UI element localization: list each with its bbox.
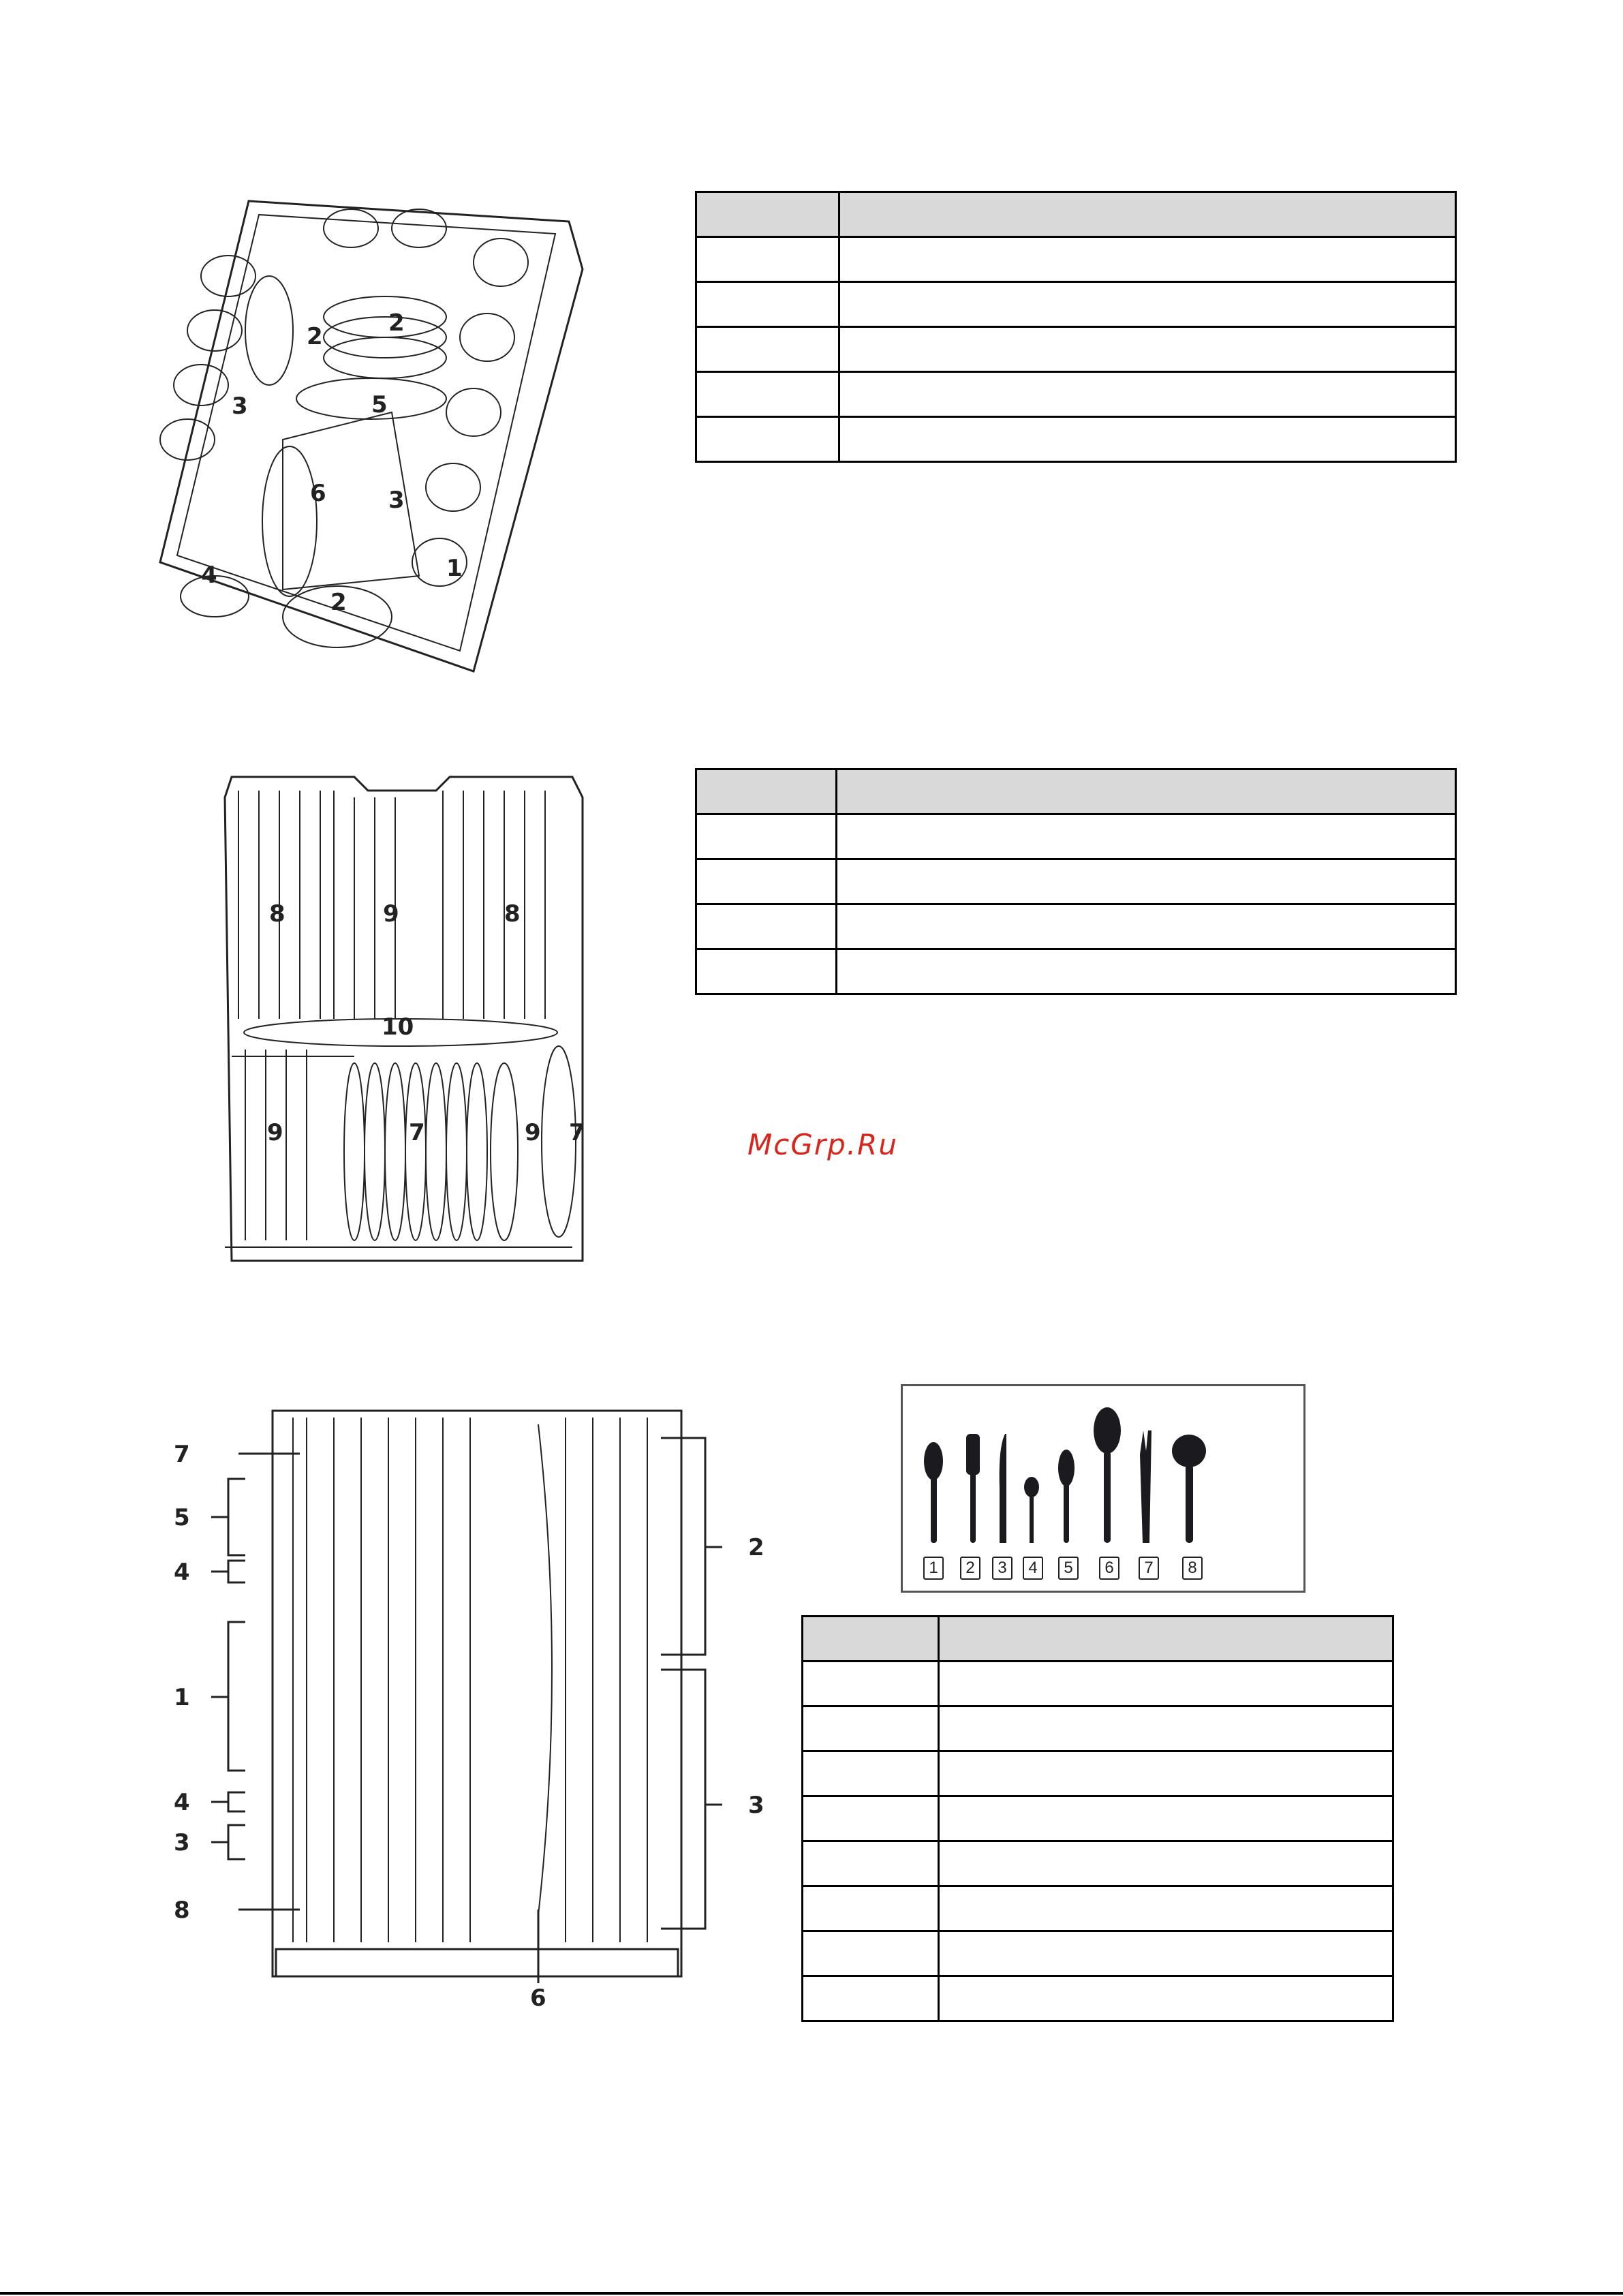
label-5: 5 (371, 391, 388, 418)
cell (939, 1931, 1393, 1976)
legend-number-4: 4 (1023, 1557, 1043, 1580)
cell (839, 417, 1456, 462)
cell (837, 904, 1456, 949)
upper-rack-illustration (146, 194, 623, 678)
label-7b: 7 (569, 1119, 585, 1146)
legend-number-3: 3 (992, 1557, 1013, 1580)
upper-rack-table (695, 191, 1457, 463)
legend-number-1: 1 (923, 1557, 944, 1580)
legend-number-8: 8 (1182, 1557, 1203, 1580)
legend-number-2: 2 (960, 1557, 980, 1580)
cutlery-legend (901, 1384, 1305, 1593)
label-2a: 2 (307, 323, 323, 350)
cell (696, 327, 839, 372)
serving-fork-icon (1140, 1430, 1151, 1543)
header-cell (939, 1617, 1393, 1662)
lower-rack-illustration (218, 770, 589, 1274)
cell (939, 1796, 1393, 1841)
dessert-spoon-icon (924, 1442, 943, 1543)
cell (696, 859, 837, 904)
label-9a: 9 (383, 900, 399, 928)
cell (803, 1796, 939, 1841)
knife-icon (1000, 1434, 1006, 1543)
label-3b: 3 (388, 487, 405, 514)
label-2b: 2 (388, 309, 405, 337)
header-cell (696, 192, 839, 237)
label-2c: 2 (330, 589, 347, 616)
label-9b: 9 (267, 1119, 283, 1146)
cell (803, 1886, 939, 1931)
cell (939, 1662, 1393, 1706)
cell (839, 372, 1456, 417)
legend-number-5: 5 (1058, 1557, 1079, 1580)
label-5: 5 (174, 1504, 190, 1531)
cutlery-table (801, 1615, 1394, 2022)
cell (939, 1706, 1393, 1751)
label-4b: 4 (174, 1789, 190, 1816)
header-cell (839, 192, 1456, 237)
page-bottom-rule (0, 2292, 1623, 2295)
legend-number-7: 7 (1139, 1557, 1159, 1580)
cell (696, 417, 839, 462)
label-8a: 8 (269, 900, 285, 928)
header-cell (803, 1617, 939, 1662)
label-1: 1 (446, 555, 463, 582)
cell (803, 1976, 939, 2021)
cell (803, 1706, 939, 1751)
cell (696, 949, 837, 994)
cell (839, 237, 1456, 282)
label-6: 6 (530, 1985, 546, 2012)
label-9c: 9 (525, 1119, 541, 1146)
watermark: McGrp.Ru (747, 1128, 898, 1161)
cutlery-icons (903, 1386, 1305, 1550)
cell (839, 282, 1456, 327)
label-3a: 3 (174, 1829, 190, 1856)
cell (696, 372, 839, 417)
cell (696, 237, 839, 282)
label-4: 4 (201, 562, 217, 589)
cell (939, 1751, 1393, 1796)
cell (803, 1662, 939, 1706)
label-4a: 4 (174, 1559, 190, 1586)
label-7a: 7 (409, 1119, 425, 1146)
cell (696, 814, 837, 859)
header-cell (837, 769, 1456, 814)
cell (696, 904, 837, 949)
cell (939, 1841, 1393, 1886)
label-6: 6 (310, 480, 326, 507)
cell (696, 282, 839, 327)
label-2: 2 (748, 1534, 764, 1561)
cell (837, 814, 1456, 859)
label-3a: 3 (232, 393, 248, 420)
label-8: 8 (174, 1897, 190, 1924)
cell (837, 949, 1456, 994)
cell (803, 1931, 939, 1976)
lower-rack-table (695, 768, 1457, 995)
cell (839, 327, 1456, 372)
label-10: 10 (382, 1013, 414, 1041)
cell (939, 1886, 1393, 1931)
header-cell (696, 769, 837, 814)
cell (803, 1751, 939, 1796)
cell (803, 1841, 939, 1886)
legend-number-6: 6 (1099, 1557, 1119, 1580)
teaspoon-icon (1024, 1477, 1039, 1543)
serving-spoon-icon (1094, 1407, 1121, 1543)
cell (939, 1976, 1393, 2021)
label-7: 7 (174, 1441, 190, 1468)
label-1: 1 (174, 1684, 190, 1711)
label-3b: 3 (748, 1792, 764, 1819)
fork-icon (966, 1434, 980, 1543)
soup-spoon-icon (1058, 1450, 1075, 1543)
cell (837, 859, 1456, 904)
ladle-icon (1172, 1435, 1206, 1543)
cutlery-rack-illustration (157, 1397, 777, 2024)
label-8b: 8 (504, 900, 521, 928)
